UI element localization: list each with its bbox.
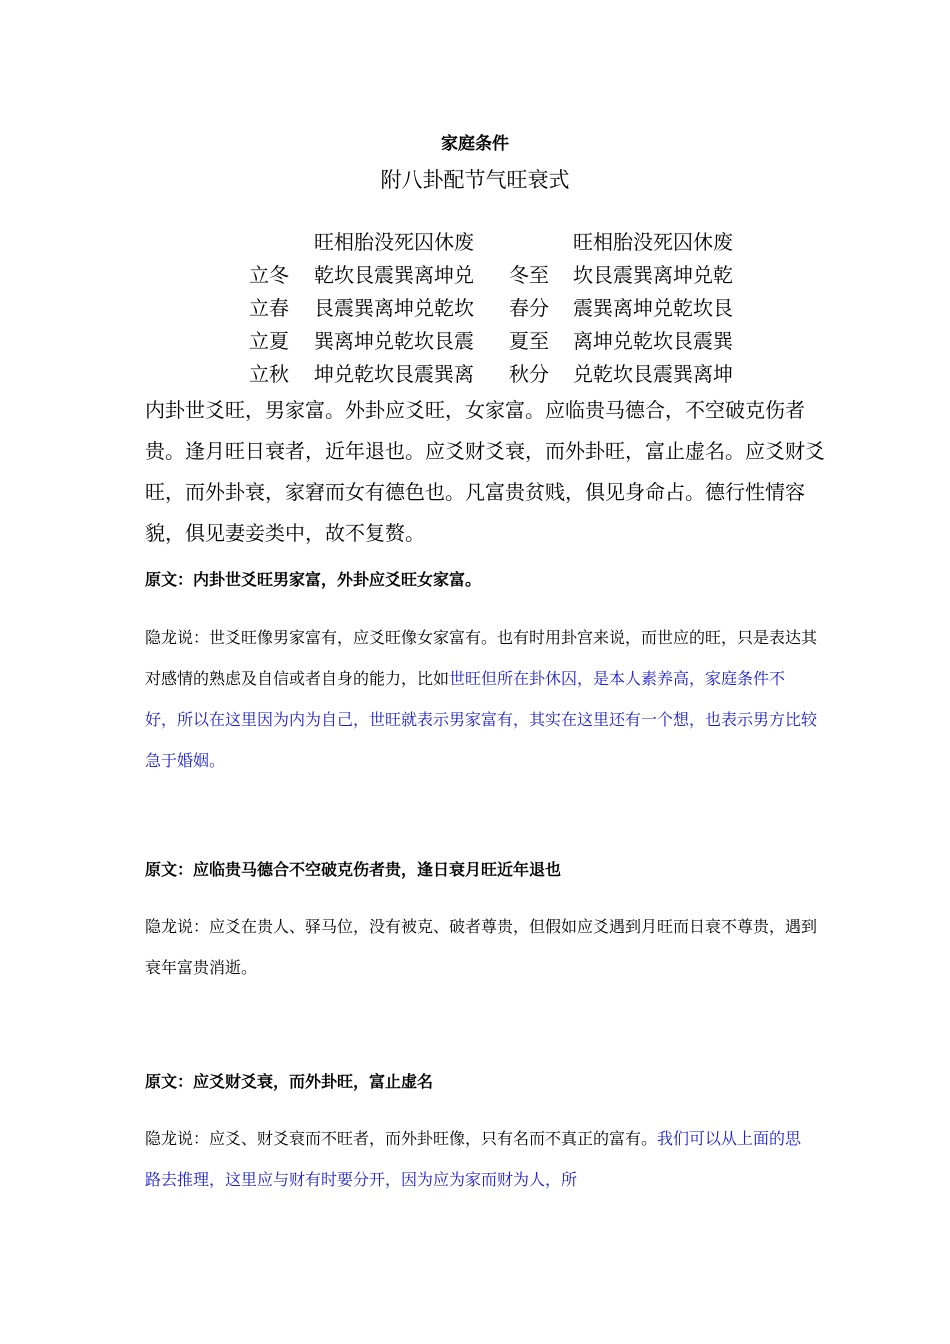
section-heading: 原文：应临贵马德合不空破克伤者贵，逢日衰月旺近年退也 xyxy=(145,860,562,879)
term-label: 立夏 xyxy=(249,329,289,353)
commentary-highlight: 世旺但所在卦休囚，是本人素养高，家庭条件不好，所以在这里因为内为自己，世旺就表示男家富有，其实在这里还有一个想，也表示男方比较急于婚姻。 xyxy=(145,669,818,770)
commentary-text: 隐龙说：应爻在贵人、驿马位，没有被克、破者尊贵，但假如应爻遇到月旺而日衰不尊贵，遇到衰年富贵消逝。 xyxy=(145,917,818,977)
term-label: 夏至 xyxy=(509,329,549,353)
table-header: 旺相胎没死囚休废 xyxy=(314,230,474,254)
term-label: 秋分 xyxy=(509,362,549,386)
season-table-seq-right xyxy=(573,226,733,391)
page-subtitle: 附八卦配节气旺衰式 xyxy=(380,168,570,192)
trigram-sequence: 乾坎艮震巽离坤兑 xyxy=(314,263,474,287)
term-label: 立春 xyxy=(249,296,289,320)
term-label: 立冬 xyxy=(249,263,289,287)
season-table-seq-left xyxy=(314,226,474,391)
season-table-terms-right xyxy=(509,226,549,391)
term-label: 立秋 xyxy=(249,362,289,386)
table-header-spacer xyxy=(509,226,549,259)
term-label: 冬至 xyxy=(509,263,549,287)
table-header: 旺相胎没死囚休废 xyxy=(573,230,733,254)
section-heading: 原文：应爻财爻衰，而外卦旺，富止虚名 xyxy=(145,1072,434,1091)
table-header-spacer xyxy=(249,226,289,259)
trigram-sequence: 坤兑乾坎艮震巽离 xyxy=(314,362,474,386)
commentary-paragraph xyxy=(145,906,817,988)
commentary-paragraph xyxy=(145,617,817,781)
commentary-paragraph xyxy=(145,1118,817,1200)
season-table-terms-left xyxy=(249,226,289,391)
commentary-highlight: 我们可以从上面的思路去推理，这里应与财有时要分开，因为应为家而财为人，所 xyxy=(145,1129,802,1189)
term-label: 春分 xyxy=(509,296,549,320)
trigram-sequence: 坎艮震巽离坤兑乾 xyxy=(573,263,733,287)
trigram-sequence: 震巽离坤兑乾坎艮 xyxy=(573,296,733,320)
trigram-sequence: 离坤兑乾坎艮震巽 xyxy=(573,329,733,353)
section-heading: 原文：内卦世爻旺男家富，外卦应爻旺女家富。 xyxy=(145,570,482,589)
trigram-sequence: 兑乾坎艮震巽离坤 xyxy=(573,362,733,386)
commentary-text: 隐龙说：应爻、财爻衰而不旺者，而外卦旺像，只有名而不真正的富有。 xyxy=(145,1129,658,1148)
page-title: 家庭条件 xyxy=(441,134,509,154)
trigram-sequence: 艮震巽离坤兑乾坎 xyxy=(314,296,474,320)
commentary-text: 隐龙说：世爻旺像男家富有，应爻旺像女家富有。也有时用卦宫来说，而世应的旺，只是表达其对感情的熟虑及自信或者自身的能力，比如 xyxy=(145,628,818,688)
original-text-paragraph: 内卦世爻旺，男家富。外卦应爻旺，女家富。应临贵马德合，不空破克伤者贵。逢月旺日衰者，近年退也。应爻财爻衰，而外卦旺，富止虚名。应爻财爻旺，而外卦衰，家窘而女有德色也。凡富贵贫贱，俱见身命占。德行性情容貌，俱见妻妾类中，故不复赘。 xyxy=(145,398,825,545)
trigram-sequence: 巽离坤兑乾坎艮震 xyxy=(314,329,474,353)
